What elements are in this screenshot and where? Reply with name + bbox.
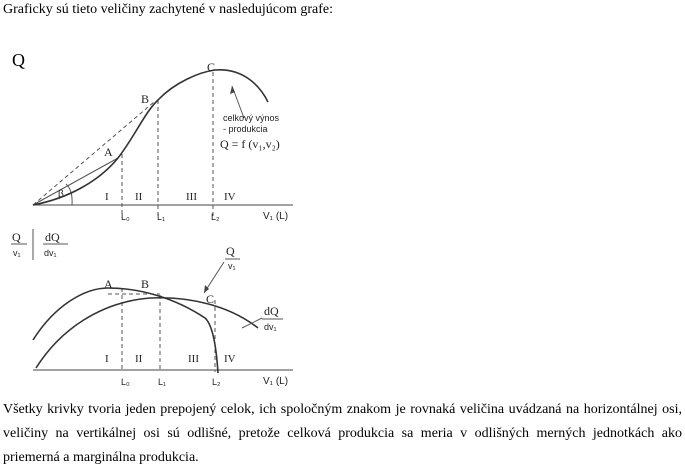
production-graph	[0, 40, 320, 396]
marg-label-den: dv₁	[264, 322, 277, 332]
top-tick-l0: L₀	[121, 212, 130, 222]
bottom-y-label-marg-den: dv₁	[44, 248, 57, 258]
top-stage-3: III	[186, 191, 197, 203]
tangent-ray-b	[33, 102, 154, 205]
top-point-a: A	[104, 145, 113, 159]
bottom-tick-l2: L₂	[212, 377, 221, 387]
top-stage-4: IV	[224, 191, 236, 203]
body-paragraph: Všetky krivky tvoria jeden prepojený celok, ich spoločným znakom je rovnaká veličina uvádzaná na horizontálnej osi, veličiny na vertikálnej osi sú odlišné, pretože celková produkcia sa meria v odlišných merných jednotkách ako priemerná a marginálna produkcia.	[3, 402, 682, 465]
intro-text: Graficky sú tieto veličiny zachytené v nasledujúcom grafe:	[3, 2, 334, 17]
bottom-x-axis-label: V₁ (L)	[263, 376, 289, 387]
total-product-graph	[12, 50, 293, 222]
bottom-point-b: B	[141, 277, 150, 291]
marg-label-num: dQ	[264, 304, 279, 318]
angle-beta-label: β	[58, 189, 64, 200]
bottom-tick-l0: L₀	[121, 377, 130, 387]
top-x-axis-label: V₁ (L)	[263, 211, 289, 222]
annotation-line2: - produkcia	[223, 124, 268, 134]
bottom-y-label-marg-num: dQ	[45, 230, 60, 244]
bottom-y-label-avg-den: v₁	[13, 248, 21, 258]
top-stage-1: I	[105, 191, 109, 203]
top-point-c: C	[207, 60, 216, 74]
production-function-formula: Q = f (v₁,v₂)	[220, 137, 280, 151]
bottom-stage-2: II	[135, 353, 143, 365]
bottom-point-a: A	[104, 277, 113, 291]
avg-label-den: v₁	[228, 261, 236, 271]
top-y-axis-label: Q	[12, 50, 25, 70]
bottom-stage-1: I	[105, 353, 109, 365]
bottom-stage-3: III	[188, 353, 199, 365]
avg-label-num: Q	[226, 244, 235, 258]
annotation-line1: celkový výnos	[223, 113, 280, 123]
bottom-stage-4: IV	[224, 353, 236, 365]
production-graph-figure	[0, 40, 320, 396]
top-point-b: B	[141, 92, 150, 106]
bottom-point-c: C	[206, 292, 215, 306]
top-tick-l2: L₂	[211, 212, 220, 222]
bottom-tick-l1: L₁	[158, 377, 167, 387]
bottom-y-label-avg-num: Q	[12, 230, 21, 244]
average-marginal-graph	[11, 229, 293, 387]
top-tick-l1: L₁	[157, 212, 166, 222]
top-stage-2: II	[135, 191, 143, 203]
